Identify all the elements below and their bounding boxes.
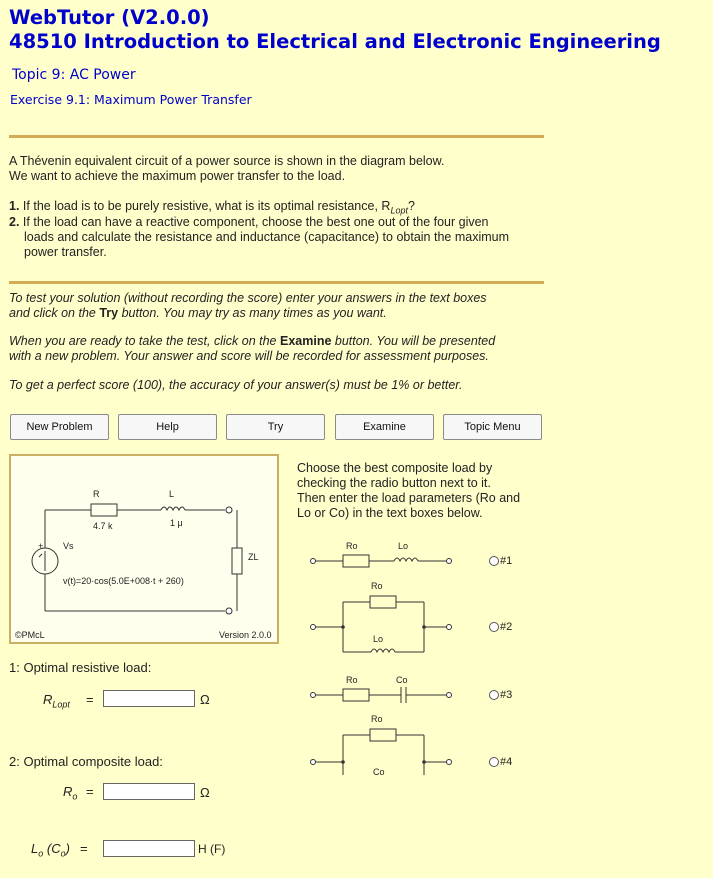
exercise-title: Exercise 9.1: Maximum Power Transfer xyxy=(10,92,252,107)
new-problem-button[interactable]: New Problem xyxy=(10,414,109,440)
instructions-score: To get a perfect score (100), the accuracy of your answer(s) must be 1% or better. xyxy=(9,378,463,392)
load-4-co-label: Co xyxy=(373,767,385,775)
ro-label: $R_o$ xyxy=(63,784,78,802)
topic-menu-button[interactable]: Topic Menu xyxy=(443,414,542,440)
instructions-examine: When you are ready to take the test, click on the Examine button. You will be presented with a new problem. Your answer and score will be recorded for assessment purposes. xyxy=(9,334,496,363)
load-option-4-label: #4 xyxy=(500,756,513,768)
rlopt-label: $R_{Lopt}$ xyxy=(43,692,70,710)
load-options xyxy=(300,535,540,775)
try-button[interactable]: Try xyxy=(226,414,325,440)
problem-intro: A Thévenin equivalent circuit of a power source is shown in the diagram below. We want to achieve the maximum power transfer to the load. xyxy=(9,154,445,183)
source-equation: v(t)=20·cos(5.0E+008·t + 260) xyxy=(63,576,184,586)
load-option-3-radio[interactable] xyxy=(489,690,499,700)
zl-label: ZL xyxy=(248,552,259,562)
load-1-ro-label: Ro xyxy=(346,541,358,551)
instructions-try: To test your solution (without recording the score) enter your answers in the text boxes and click on the Try button. You may try as many times as you want. xyxy=(9,291,487,320)
ro-equals: = xyxy=(86,784,94,799)
app-title: WebTutor (V2.0.0) xyxy=(9,6,210,29)
version-label: Version 2.0.0 xyxy=(219,630,272,640)
load-1-lo-label: Lo xyxy=(398,541,409,551)
load-option-1-label: #1 xyxy=(500,555,513,567)
resistor-r xyxy=(91,504,117,516)
lo-unit: H (F) xyxy=(198,842,226,856)
ro-unit: Ω xyxy=(200,785,210,800)
question-1: 1. If the load is to be purely resistive, what is its optimal resistance, $R_{Lopt}$? xyxy=(9,199,415,216)
divider-mid xyxy=(9,281,544,284)
load-option-2-radio[interactable] xyxy=(489,622,499,632)
load-zl xyxy=(232,548,242,574)
divider-top xyxy=(9,135,544,138)
rlopt-equals: = xyxy=(86,692,94,707)
r-value: 4.7 k xyxy=(93,521,113,531)
question-2: 2. If the load can have a reactive component, choose the best one out of the four given loads and calculate the resistance and inductance (capacitance) to obtain the maximum power transfer. xyxy=(9,215,510,259)
thevenin-circuit-diagram xyxy=(11,456,277,642)
load-4-ro-label: Ro xyxy=(371,714,383,724)
section-2-title: 2: Optimal composite load: xyxy=(9,754,163,769)
load-3-ro-label: Ro xyxy=(346,675,358,685)
load-2-lo-label: Lo xyxy=(373,634,384,644)
circuit-panel xyxy=(9,454,279,644)
help-button[interactable]: Help xyxy=(118,414,217,440)
l-value: 1 μ xyxy=(170,518,183,528)
copyright: ©PMcL xyxy=(15,630,45,640)
topic-title: Topic 9: AC Power xyxy=(12,67,136,83)
lo-input[interactable] xyxy=(103,840,195,857)
rlopt-unit: Ω xyxy=(200,692,210,707)
examine-button[interactable]: Examine xyxy=(335,414,434,440)
load-option-3-label: #3 xyxy=(500,689,513,701)
plus-sign: + xyxy=(38,541,44,551)
inductor-l xyxy=(161,507,185,510)
rlopt-input[interactable] xyxy=(103,690,195,707)
ro-input[interactable] xyxy=(103,783,195,800)
course-title: 48510 Introduction to Electrical and Electronic Engineering xyxy=(9,30,661,53)
lo-co-label: $L_o$ $(C_o)$ xyxy=(31,841,70,859)
section-1-title: 1: Optimal resistive load: xyxy=(9,660,152,675)
load-2-ro-label: Ro xyxy=(371,581,383,591)
choose-instructions: Choose the best composite load by checking the radio button next to it. Then enter the load parameters (Ro and Lo or Co) in the text boxes below. xyxy=(297,461,521,520)
lo-equals: = xyxy=(80,841,88,856)
load-option-3-diagram xyxy=(315,687,446,703)
vs-label: Vs xyxy=(63,541,74,551)
load-option-1-radio[interactable] xyxy=(489,556,499,566)
load-option-4-radio[interactable] xyxy=(489,757,499,767)
load-option-1-diagram xyxy=(315,555,446,567)
l-label: L xyxy=(169,489,175,499)
load-3-co-label: Co xyxy=(396,675,408,685)
load-option-2-label: #2 xyxy=(500,621,513,633)
r-label: R xyxy=(93,489,100,499)
